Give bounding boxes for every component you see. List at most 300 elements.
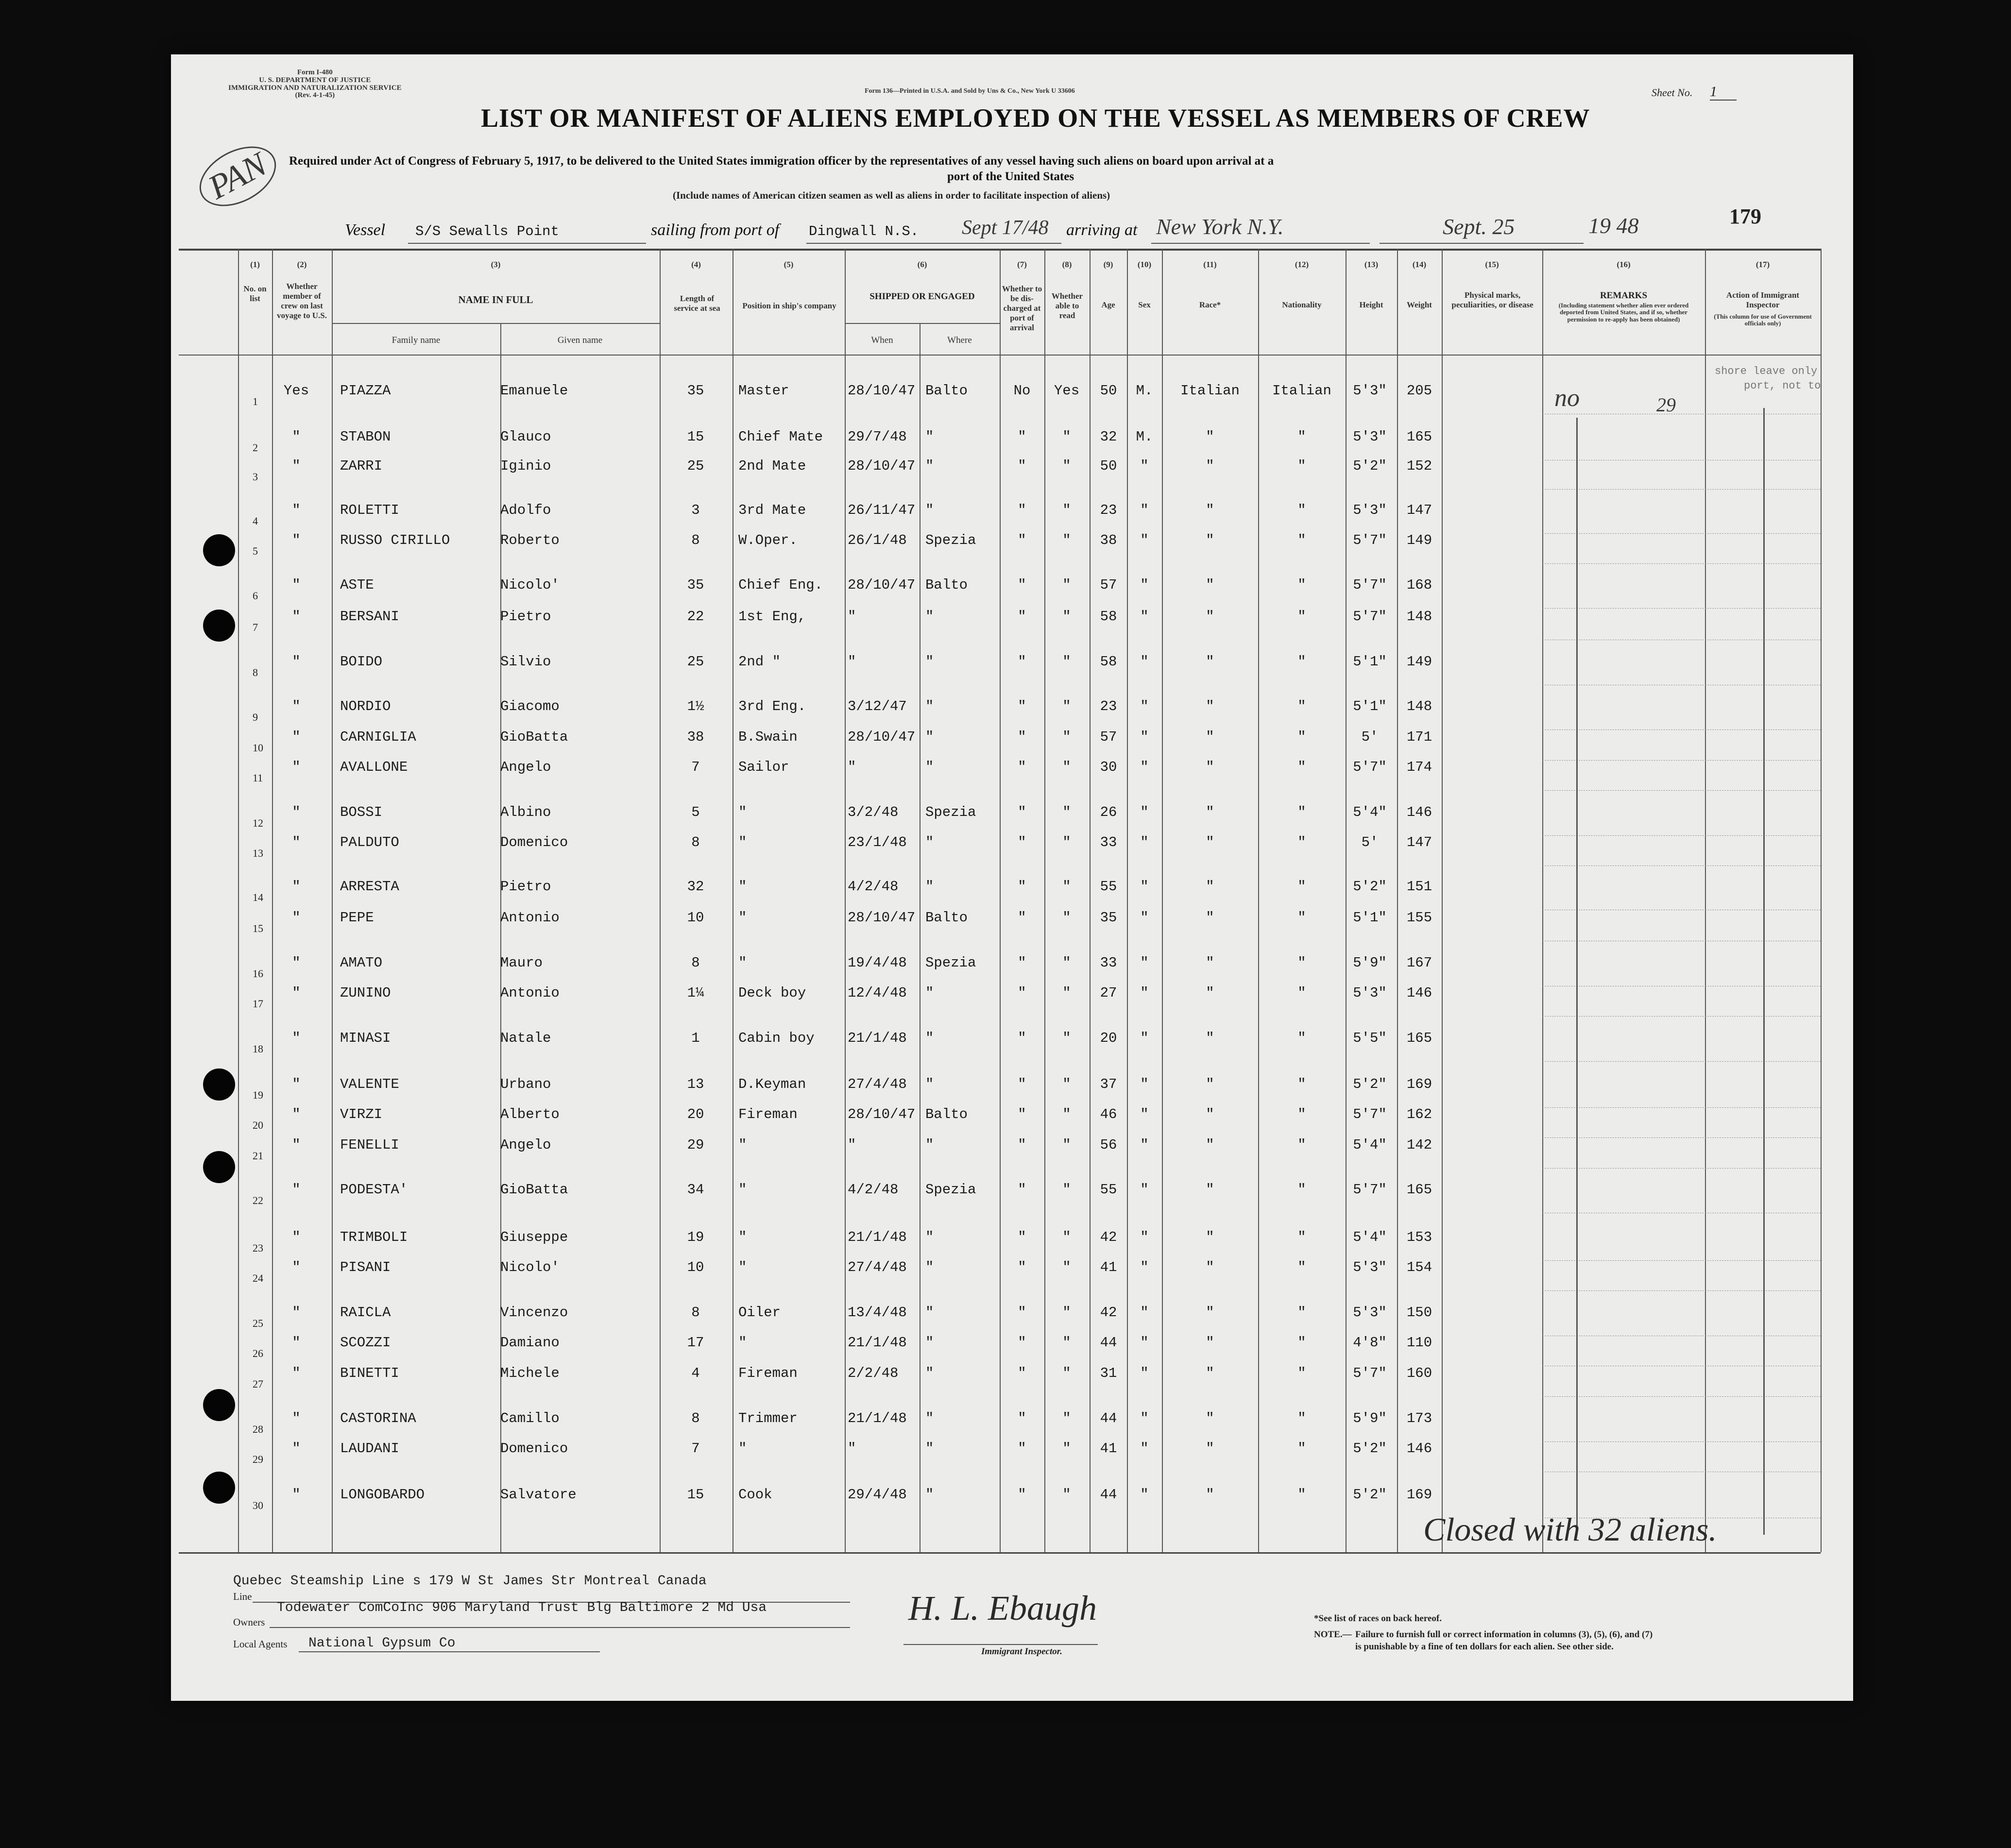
cell-given: Pietro (500, 879, 551, 895)
cell-weight: 146 (1406, 985, 1432, 1001)
header-member-prev: Whether member of crew on last voyage to U.S. (277, 282, 327, 320)
cell-nat: " (1297, 1487, 1306, 1503)
header-no-on-list: No. on list (243, 284, 267, 303)
binder-hole (203, 534, 235, 566)
remarks-rule (1542, 533, 1821, 534)
cell-family: TRIMBOLI (340, 1229, 408, 1245)
row-number: 11 (253, 772, 263, 784)
cell-race: " (1206, 654, 1214, 670)
cell-when: 28/10/47 (848, 910, 916, 926)
cell-position: " (738, 1259, 747, 1275)
cell-nat: " (1297, 1259, 1306, 1275)
cell-given: Adolfo (500, 502, 551, 518)
cell-where: " (925, 1076, 934, 1092)
cell-position: " (738, 1182, 747, 1198)
cell-when: 29/4/48 (848, 1487, 907, 1503)
cell-disch: " (1018, 429, 1026, 445)
cell-age: 56 (1100, 1137, 1117, 1153)
cell-given: Albino (500, 804, 551, 820)
subtitle-line1: Required under Act of Congress of February 5, 1917, to be delivered to the United States immigration officer by the representatives of any vessel having such aliens on board upon arrival at a (289, 154, 1274, 168)
cell-where: " (925, 1229, 934, 1245)
cell-race: " (1206, 502, 1214, 518)
cell-where: Balto (925, 910, 968, 926)
cell-service: 29 (687, 1137, 704, 1153)
owners-value: Todewater ComCoInc 906 Maryland Trust Blg Baltimore 2 Md Usa (277, 1600, 767, 1615)
cell-family: VIRZI (340, 1106, 383, 1122)
cell-where: " (925, 1365, 934, 1381)
cell-height: 5'2" (1353, 1441, 1387, 1457)
cell-disch: " (1018, 654, 1026, 670)
cell-read: " (1062, 1076, 1071, 1092)
row-number: 16 (253, 967, 263, 980)
cell-position: Trimmer (738, 1410, 798, 1426)
cell-race: Italian (1180, 383, 1240, 399)
cell-race: " (1206, 1487, 1214, 1503)
row-number: 3 (253, 471, 258, 483)
header-sex: Sex (1138, 300, 1151, 309)
inspector-label: Immigrant Inspector. (981, 1646, 1062, 1657)
header-given-name: Given name (557, 335, 603, 345)
cell-prev: " (292, 834, 301, 850)
form-revision: (Rev. 4-1-45) (295, 91, 335, 100)
cell-disch: " (1018, 879, 1026, 895)
cell-race: " (1206, 985, 1214, 1001)
cell-age: 46 (1100, 1106, 1117, 1122)
note-text-2: is punishable by a fine of ten dollars for each alien. See other side. (1355, 1642, 1614, 1652)
cell-prev: " (292, 1106, 301, 1122)
cell-sex: " (1140, 1305, 1149, 1321)
cell-nat: " (1297, 532, 1306, 548)
header-position: Position in ship's company (742, 301, 836, 310)
cell-position: 3rd Mate (738, 502, 806, 518)
cell-disch: " (1018, 804, 1026, 820)
binder-hole (203, 1068, 235, 1101)
cell-weight: 171 (1406, 729, 1432, 745)
cell-sex: " (1140, 1229, 1149, 1245)
cell-age: 32 (1100, 429, 1117, 445)
remarks-rule (1542, 1290, 1821, 1291)
cell-family: PALDUTO (340, 834, 399, 850)
cell-race: " (1206, 1076, 1214, 1092)
cell-read: " (1062, 1305, 1071, 1321)
cell-disch: " (1018, 1106, 1026, 1122)
cell-given: Glauco (500, 429, 551, 445)
cell-race: " (1206, 879, 1214, 895)
cell-height: 5'1" (1353, 698, 1387, 714)
row-number: 6 (253, 590, 258, 602)
cell-sex: " (1140, 698, 1149, 714)
cell-weight: 173 (1406, 1410, 1432, 1426)
cell-sex: " (1140, 910, 1149, 926)
cell-when: " (848, 654, 856, 670)
cell-when: 3/2/48 (848, 804, 899, 820)
remarks-rule (1542, 865, 1821, 866)
cell-family: CARNIGLIA (340, 729, 416, 745)
cell-height: 5'7" (1353, 532, 1387, 548)
col-number: (14) (1412, 260, 1427, 269)
header-nationality: Nationality (1282, 300, 1322, 309)
cell-weight: 152 (1406, 458, 1432, 474)
cell-nat: " (1297, 502, 1306, 518)
cell-disch: " (1018, 910, 1026, 926)
cell-read: " (1062, 698, 1071, 714)
cell-age: 33 (1100, 834, 1117, 850)
cell-service: 1¼ (687, 985, 704, 1001)
cell-race: " (1206, 1259, 1214, 1275)
cell-family: PEPE (340, 910, 374, 926)
cell-when: 26/1/48 (848, 532, 907, 548)
cell-service: 7 (691, 759, 700, 775)
cell-prev: " (292, 1410, 301, 1426)
cell-nat: " (1297, 698, 1306, 714)
cell-given: Silvio (500, 654, 551, 670)
cell-family: ASTE (340, 577, 374, 593)
cell-sex: M. (1136, 383, 1153, 399)
col-number: (11) (1203, 260, 1217, 269)
cell-service: 8 (691, 1410, 700, 1426)
cell-race: " (1206, 1229, 1214, 1245)
cell-given: Urbano (500, 1076, 551, 1092)
cell-height: 5'3" (1353, 985, 1387, 1001)
remarks-rule (1542, 563, 1821, 564)
cell-read: " (1062, 1410, 1071, 1426)
cell-race: " (1206, 729, 1214, 745)
cell-position: " (738, 1335, 747, 1351)
owners-label: Owners (233, 1616, 265, 1628)
cell-weight: 142 (1406, 1137, 1432, 1153)
remarks-rule (1542, 1441, 1821, 1442)
cell-height: 5'3" (1353, 383, 1387, 399)
cell-disch: " (1018, 1335, 1026, 1351)
cell-weight: 148 (1406, 609, 1432, 625)
cell-where: " (925, 458, 934, 474)
page-title: LIST OR MANIFEST OF ALIENS EMPLOYED ON THE VESSEL AS MEMBERS OF CREW (481, 103, 1590, 133)
cell-prev: " (292, 955, 301, 971)
cell-position: D.Keyman (738, 1076, 806, 1092)
cell-sex: " (1140, 1410, 1149, 1426)
cell-when: 28/10/47 (848, 1106, 916, 1122)
cell-when: 21/1/48 (848, 1335, 907, 1351)
cell-read: " (1062, 502, 1071, 518)
cell-where: " (925, 1410, 934, 1426)
cell-age: 33 (1100, 955, 1117, 971)
cell-position: Deck boy (738, 985, 806, 1001)
header-action-sub: (This column for use of Government officials only) (1714, 313, 1812, 327)
cell-family: BINETTI (340, 1365, 399, 1381)
subtitle-line2: port of the United States (947, 170, 1074, 183)
cell-weight: 165 (1406, 1182, 1432, 1198)
cell-prev: " (292, 1335, 301, 1351)
cell-weight: 153 (1406, 1229, 1432, 1245)
cell-nat: " (1297, 1229, 1306, 1245)
cell-height: 5'1" (1353, 654, 1387, 670)
col-number: (3) (491, 260, 501, 269)
cell-service: 25 (687, 458, 704, 474)
cell-where: " (925, 1259, 934, 1275)
cell-prev: " (292, 729, 301, 745)
cell-nat: " (1297, 609, 1306, 625)
cell-age: 55 (1100, 1182, 1117, 1198)
cell-age: 30 (1100, 759, 1117, 775)
cell-height: 5'4" (1353, 1229, 1387, 1245)
cell-age: 37 (1100, 1076, 1117, 1092)
cell-weight: 151 (1406, 879, 1432, 895)
cell-where: " (925, 1030, 934, 1046)
row-number: 13 (253, 847, 263, 859)
cell-nat: " (1297, 1076, 1306, 1092)
cell-position: Fireman (738, 1365, 798, 1381)
cell-height: 5'1" (1353, 910, 1387, 926)
cell-position: " (738, 1137, 747, 1153)
cell-weight: 146 (1406, 1441, 1432, 1457)
cell-when: 28/10/47 (848, 729, 916, 745)
cell-height: 5'7" (1353, 759, 1387, 775)
cell-service: 22 (687, 609, 704, 625)
cell-sex: " (1140, 834, 1149, 850)
cell-nat: " (1297, 1410, 1306, 1426)
cell-family: NORDIO (340, 698, 391, 714)
cell-weight: 150 (1406, 1305, 1432, 1321)
cell-disch: " (1018, 955, 1026, 971)
cell-given: Domenico (500, 834, 568, 850)
row-number: 2 (253, 441, 258, 454)
cell-position: " (738, 804, 747, 820)
vessel-label: Vessel (345, 221, 386, 239)
cell-nat: " (1297, 985, 1306, 1001)
cell-age: 44 (1100, 1487, 1117, 1503)
cell-disch: " (1018, 1137, 1026, 1153)
cell-weight: 168 (1406, 577, 1432, 593)
cell-when: 3/12/47 (848, 698, 907, 714)
cell-when: " (848, 609, 856, 625)
sheet-label: Sheet No. (1652, 86, 1693, 99)
cell-where: " (925, 729, 934, 745)
cell-when: 23/1/48 (848, 834, 907, 850)
cell-age: 20 (1100, 1030, 1117, 1046)
cell-weight: 149 (1406, 532, 1432, 548)
cell-position: Sailor (738, 759, 789, 775)
cell-given: Nicolo' (500, 1259, 560, 1275)
cell-nat: " (1297, 1365, 1306, 1381)
cell-prev: " (292, 532, 301, 548)
cell-service: 13 (687, 1076, 704, 1092)
header-where: Where (947, 335, 972, 345)
cell-where: " (925, 1487, 934, 1503)
cell-prev: " (292, 458, 301, 474)
cell-nat: " (1297, 910, 1306, 926)
cell-service: 20 (687, 1106, 704, 1122)
cell-height: 5'3" (1353, 429, 1387, 445)
row-number: 5 (253, 545, 258, 557)
action-note-2: port, not to (1744, 380, 1821, 392)
cell-disch: " (1018, 1076, 1026, 1092)
cell-age: 58 (1100, 654, 1117, 670)
cell-position: " (738, 955, 747, 971)
header-when: When (871, 335, 893, 345)
cell-position: " (738, 834, 747, 850)
cell-family: AVALLONE (340, 759, 408, 775)
cell-read: " (1062, 1137, 1071, 1153)
cell-race: " (1206, 759, 1214, 775)
header-race: Race* (1199, 300, 1221, 309)
row-number: 25 (253, 1317, 263, 1329)
row-number: 9 (253, 711, 258, 723)
cell-prev: " (292, 759, 301, 775)
cell-given: Angelo (500, 1137, 551, 1153)
cell-sex: " (1140, 609, 1149, 625)
header-family-name: Family name (392, 335, 441, 345)
cell-given: Vincenzo (500, 1305, 568, 1321)
cell-age: 50 (1100, 383, 1117, 399)
cell-prev: " (292, 985, 301, 1001)
cell-where: Spezia (925, 804, 976, 820)
remarks-rule (1542, 790, 1821, 791)
col-number: (9) (1103, 260, 1113, 269)
col-number: (15) (1485, 260, 1499, 269)
cell-nat: " (1297, 804, 1306, 820)
cell-nat: " (1297, 1030, 1306, 1046)
cell-height: 5' (1361, 729, 1379, 745)
cell-service: 3 (691, 502, 700, 518)
cell-where: " (925, 834, 934, 850)
row-number: 18 (253, 1043, 263, 1055)
cell-read: " (1062, 1182, 1071, 1198)
cell-weight: 147 (1406, 834, 1432, 850)
cell-when: 2/2/48 (848, 1365, 899, 1381)
cell-disch: " (1018, 609, 1026, 625)
cell-position: Chief Eng. (738, 577, 823, 593)
cell-where: " (925, 654, 934, 670)
sheet-number: 1 (1710, 84, 1737, 101)
cell-sex: " (1140, 532, 1149, 548)
cell-family: LONGOBARDO (340, 1487, 425, 1503)
cell-read: " (1062, 804, 1071, 820)
cell-sex: " (1140, 1030, 1149, 1046)
cell-family: FENELLI (340, 1137, 399, 1153)
cell-given: Mauro (500, 955, 543, 971)
cell-when: 28/10/47 (848, 383, 916, 399)
cell-race: " (1206, 532, 1214, 548)
cell-weight: 148 (1406, 698, 1432, 714)
action-note-1: shore leave only (1715, 365, 1818, 377)
cell-race: " (1206, 1410, 1214, 1426)
cell-race: " (1206, 1137, 1214, 1153)
cell-when: 19/4/48 (848, 955, 907, 971)
cell-read: " (1062, 879, 1071, 895)
binder-hole (203, 610, 235, 642)
cell-given: Emanuele (500, 383, 568, 399)
cell-where: " (925, 985, 934, 1001)
cell-disch: " (1018, 1365, 1026, 1381)
cell-given: Michele (500, 1365, 560, 1381)
binder-hole (203, 1151, 235, 1183)
cell-disch: " (1018, 759, 1026, 775)
cell-prev: " (292, 654, 301, 670)
row-number: 30 (253, 1499, 263, 1511)
cell-service: 8 (691, 955, 700, 971)
agents-label: Local Agents (233, 1638, 288, 1650)
cell-read: " (1062, 759, 1071, 775)
cell-sex: " (1140, 1076, 1149, 1092)
sailing-port: Dingwall N.S. (809, 223, 919, 239)
cell-given: Nicolo' (500, 577, 560, 593)
cell-read: " (1062, 1030, 1071, 1046)
row-number: 29 (253, 1453, 263, 1465)
printer-line: Form 136—Printed in U.S.A. and Sold by Uns & Co., New York U 33606 (865, 87, 1075, 95)
cell-weight: 165 (1406, 1030, 1432, 1046)
row-number: 10 (253, 742, 263, 754)
sheet-number-block (1652, 84, 1737, 100)
line-label: Line (233, 1591, 252, 1602)
cell-weight: 149 (1406, 654, 1432, 670)
cell-sex: " (1140, 1182, 1149, 1198)
cell-weight: 110 (1406, 1335, 1432, 1351)
cell-height: 5'3" (1353, 1305, 1387, 1321)
cell-prev: " (292, 1030, 301, 1046)
cell-when: " (848, 1441, 856, 1457)
cell-given: Domenico (500, 1441, 568, 1457)
cell-disch: " (1018, 1259, 1026, 1275)
cell-family: ARRESTA (340, 879, 399, 895)
cell-read: " (1062, 1487, 1071, 1503)
cell-family: CASTORINA (340, 1410, 416, 1426)
cell-age: 41 (1100, 1441, 1117, 1457)
col-number: (7) (1017, 260, 1027, 269)
cell-where: " (925, 759, 934, 775)
cell-nat: " (1297, 729, 1306, 745)
cell-given: Antonio (500, 910, 560, 926)
cell-weight: 165 (1406, 429, 1432, 445)
cell-sex: " (1140, 985, 1149, 1001)
cell-when: 12/4/48 (848, 985, 907, 1001)
row-number: 12 (253, 817, 263, 829)
cell-nat: " (1297, 458, 1306, 474)
cell-service: 1 (691, 1030, 700, 1046)
cell-family: ZARRI (340, 458, 383, 474)
cell-when: 27/4/48 (848, 1259, 907, 1275)
cell-sex: " (1140, 1106, 1149, 1122)
row-number: 27 (253, 1378, 263, 1390)
cell-disch: " (1018, 698, 1026, 714)
cell-nat: " (1297, 429, 1306, 445)
cell-prev: " (292, 879, 301, 895)
cell-weight: 160 (1406, 1365, 1432, 1381)
cell-prev: " (292, 609, 301, 625)
cell-family: AMATO (340, 955, 383, 971)
cell-when: 21/1/48 (848, 1229, 907, 1245)
cell-height: 5'7" (1353, 1182, 1387, 1198)
cell-given: Antonio (500, 985, 560, 1001)
row-number: 22 (253, 1194, 263, 1206)
cell-disch: " (1018, 502, 1026, 518)
remarks-row1-a: no (1554, 384, 1580, 412)
cell-family: BOSSI (340, 804, 383, 820)
cell-where: " (925, 1441, 934, 1457)
cell-when: 21/1/48 (848, 1030, 907, 1046)
cell-family: RAICLA (340, 1305, 391, 1321)
cell-service: 5 (691, 804, 700, 820)
cell-service: 4 (691, 1365, 700, 1381)
cell-race: " (1206, 429, 1214, 445)
cell-sex: " (1140, 1335, 1149, 1351)
arrival-port: New York N.Y. (1156, 214, 1284, 239)
header-weight: Weight (1407, 300, 1432, 309)
cell-family: SCOZZI (340, 1335, 391, 1351)
cell-disch: " (1018, 1182, 1026, 1198)
cell-position: 2nd Mate (738, 458, 806, 474)
row-number: 14 (253, 891, 263, 903)
cell-position: B.Swain (738, 729, 798, 745)
